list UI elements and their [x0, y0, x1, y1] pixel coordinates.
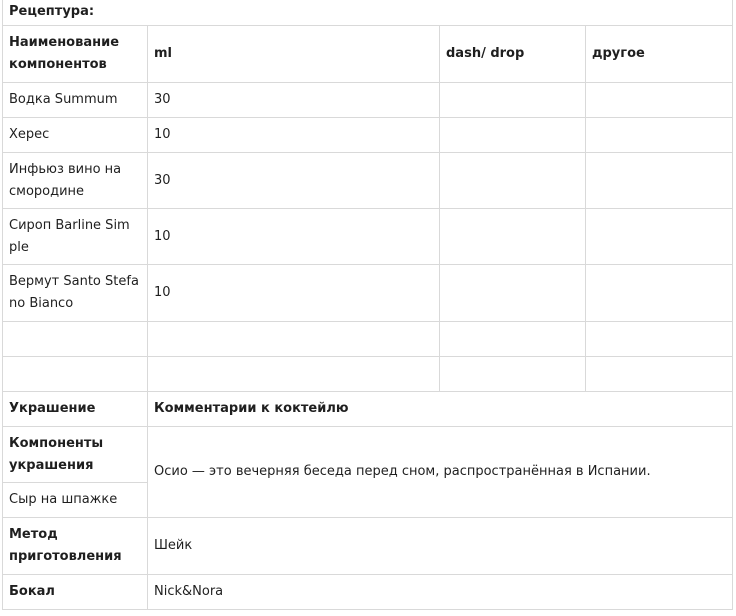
ingredient-ml [148, 357, 440, 392]
header-dash-drop: dash/ drop [440, 26, 586, 83]
ingredient-dash [440, 153, 586, 209]
header-row [3, 26, 733, 83]
recipe-title-row [3, 0, 733, 26]
table-row [3, 118, 733, 153]
ingredient-dash [440, 209, 586, 265]
ingredient-name: Сироп Barline Sim ple [3, 209, 148, 265]
ingredient-other [586, 265, 733, 322]
ingredient-other [586, 83, 733, 118]
recipe-table [2, 0, 733, 610]
ingredient-other [586, 153, 733, 209]
table-row [3, 322, 733, 357]
header-other: другое [586, 26, 733, 83]
ingredient-dash [440, 265, 586, 322]
ingredient-name [3, 322, 148, 357]
ingredient-name: Херес [3, 118, 148, 153]
method-label: Метод приготовления [3, 518, 148, 575]
ingredient-name [3, 357, 148, 392]
table-row [3, 153, 733, 209]
table-row [3, 209, 733, 265]
ingredient-other [586, 209, 733, 265]
ingredient-ml: 10 [148, 118, 440, 153]
header-ml: ml [148, 26, 440, 83]
ingredient-ml: 10 [148, 265, 440, 322]
garnish-row [3, 392, 733, 427]
ingredient-name: Инфьюз вино на смородине [3, 153, 148, 209]
ingredient-dash [440, 83, 586, 118]
ingredient-ml: 10 [148, 209, 440, 265]
table-row [3, 83, 733, 118]
garnish-label: Украшение [3, 392, 148, 427]
ingredient-other [586, 322, 733, 357]
recipe-title: Рецептура: [3, 0, 733, 26]
comments-label: Комментарии к коктейлю [148, 392, 733, 427]
ingredient-other [586, 118, 733, 153]
garnish-components-label: Компоненты украшения [3, 427, 148, 483]
table-row [3, 357, 733, 392]
glass-value: Nick&Nora [148, 575, 733, 610]
ingredient-dash [440, 357, 586, 392]
ingredient-name: Водка Summum [3, 83, 148, 118]
ingredient-other [586, 357, 733, 392]
method-value: Шейк [148, 518, 733, 575]
glass-row [3, 575, 733, 610]
ingredient-ml: 30 [148, 83, 440, 118]
method-row [3, 518, 733, 575]
ingredient-dash [440, 118, 586, 153]
ingredient-name: Вермут Santo Stefa no Bianco [3, 265, 148, 322]
garnish-components-row [3, 427, 733, 483]
header-component-name: Наименование компонентов [3, 26, 148, 83]
table-row [3, 265, 733, 322]
cocktail-comment: Осио — это вечерняя беседа перед сном, распространённая в Испании. [148, 427, 733, 518]
ingredient-ml [148, 322, 440, 357]
garnish-component-value: Сыр на шпажке [3, 483, 148, 518]
ingredient-dash [440, 322, 586, 357]
ingredient-ml: 30 [148, 153, 440, 209]
glass-label: Бокал [3, 575, 148, 610]
